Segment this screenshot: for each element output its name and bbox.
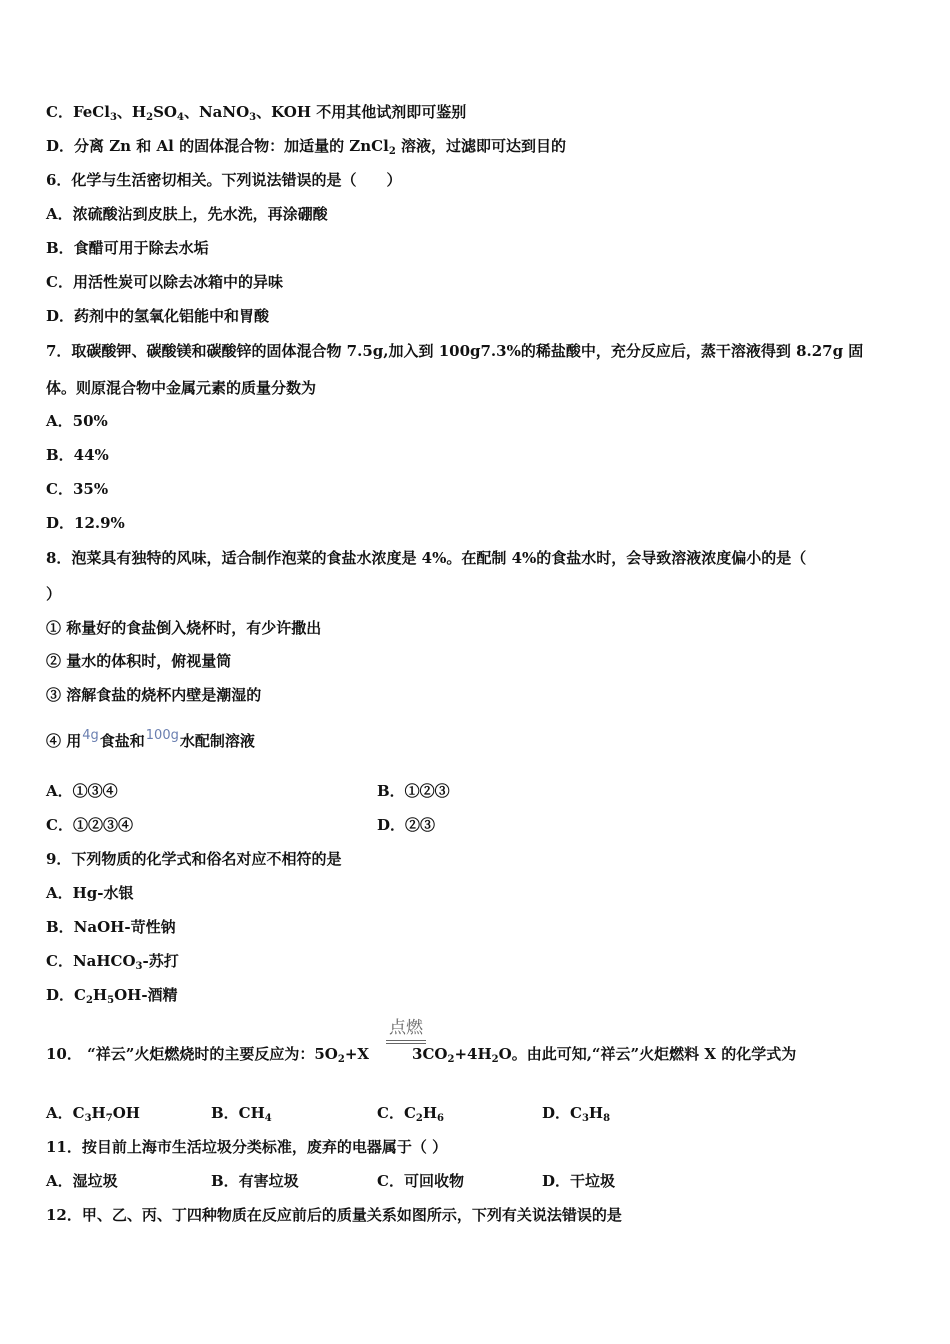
option-6a: A．浓硫酸沾到皮肤上，先水洗，再涂硼酸 (46, 205, 328, 223)
reaction-equals-top (386, 1040, 426, 1041)
option-5c: C．FeCl$_3$、$H_2SO_4$、NaNO$_3$、KOH 不用其他试剂即可鉴别 (46, 103, 467, 123)
question-10-stem: 10． “祥云”火炬燃烧时的主要反应为：$5O_2+X$ $3CO_2+4H_2O$。由此可知,“祥云”火炬燃料 X 的化学式为 (46, 1045, 797, 1065)
option-8a: A．①③④ (46, 782, 118, 800)
inline-image-4g: 4g (82, 728, 99, 743)
reaction-condition (386, 1017, 426, 1044)
option-11d: D．干垃圾 (542, 1172, 616, 1190)
option-6c: C．用活性炭可以除去冰箱中的异味 (46, 273, 283, 291)
option-11a: A．湿垃圾 (46, 1172, 118, 1190)
question-8-stem-line1: 8．泡菜具有独特的风味，适合制作泡菜的食盐水浓度是 4%。在配制 4%的食盐水时，会导致溶液浓度偏小的是（ (46, 549, 807, 567)
option-10c: C．$C_2H_6$ (377, 1104, 445, 1124)
question-6-stem: 6．化学与生活密切相关。下列说法错误的是（ ） (46, 171, 402, 189)
question-9-stem: 9．下列物质的化学式和俗名对应不相符的是 (46, 850, 342, 868)
statement-8-3: ③ 溶解食盐的烧杯内壁是潮湿的 (46, 686, 262, 704)
option-8b: B．①②③ (377, 782, 450, 800)
option-9a: A．Hg-水银 (46, 884, 134, 902)
option-5d: D．分离 Zn 和 Al 的固体混合物：加适量的 ZnCl$_2$ 溶液，过滤即可达到目的 (46, 137, 567, 157)
option-10d: D．$C_3H_8$ (542, 1104, 611, 1124)
option-7b: B．44% (46, 446, 109, 464)
option-10b: B．$CH_4$ (211, 1104, 272, 1124)
option-7a: A．50% (46, 412, 108, 430)
reaction-condition-label: 点燃 (389, 1018, 423, 1038)
option-10a: A．$C_3H_7OH$ (46, 1104, 140, 1124)
option-9d: D．$C_2H_5OH-$酒精 (46, 986, 178, 1006)
option-7d: D．12.9% (46, 514, 125, 532)
question-7-stem-line1: 7．取碳酸钾、碳酸镁和碳酸锌的固体混合物 7.5g,加入到 100g7.3%的稀盐酸中，充分反应后，蒸干溶液得到 8.27g 固 (46, 342, 864, 360)
option-8d: D．②③ (377, 816, 436, 834)
option-6d: D．药剂中的氢氧化铝能中和胃酸 (46, 307, 270, 325)
question-11-stem: 11．按目前上海市生活垃圾分类标准，废弃的电器属于（ ） (46, 1138, 448, 1156)
statement-8-4: ④ 用4g食盐和100g水配制溶液 (46, 728, 255, 750)
question-12-stem: 12．甲、乙、丙、丁四种物质在反应前后的质量关系如图所示，下列有关说法错误的是 (46, 1206, 622, 1224)
option-7c: C．35% (46, 480, 109, 498)
option-9c: C．NaHCO$_3$-苏打 (46, 952, 179, 972)
statement-8-1: ① 称量好的食盐倒入烧杯时，有少许撒出 (46, 619, 322, 637)
option-6b: B．食醋可用于除去水垢 (46, 239, 209, 257)
question-8-stem-line2: ） (46, 585, 62, 603)
inline-image-100g: 100g (145, 728, 179, 743)
option-9b: B．NaOH-苛性钠 (46, 918, 176, 936)
option-11b: B．有害垃圾 (211, 1172, 299, 1190)
statement-8-2: ② 量水的体积时，俯视量筒 (46, 652, 232, 670)
option-11c: C．可回收物 (377, 1172, 464, 1190)
question-7-stem-line2: 体。则原混合物中金属元素的质量分数为 (46, 379, 317, 397)
option-8c: C．①②③④ (46, 816, 133, 834)
